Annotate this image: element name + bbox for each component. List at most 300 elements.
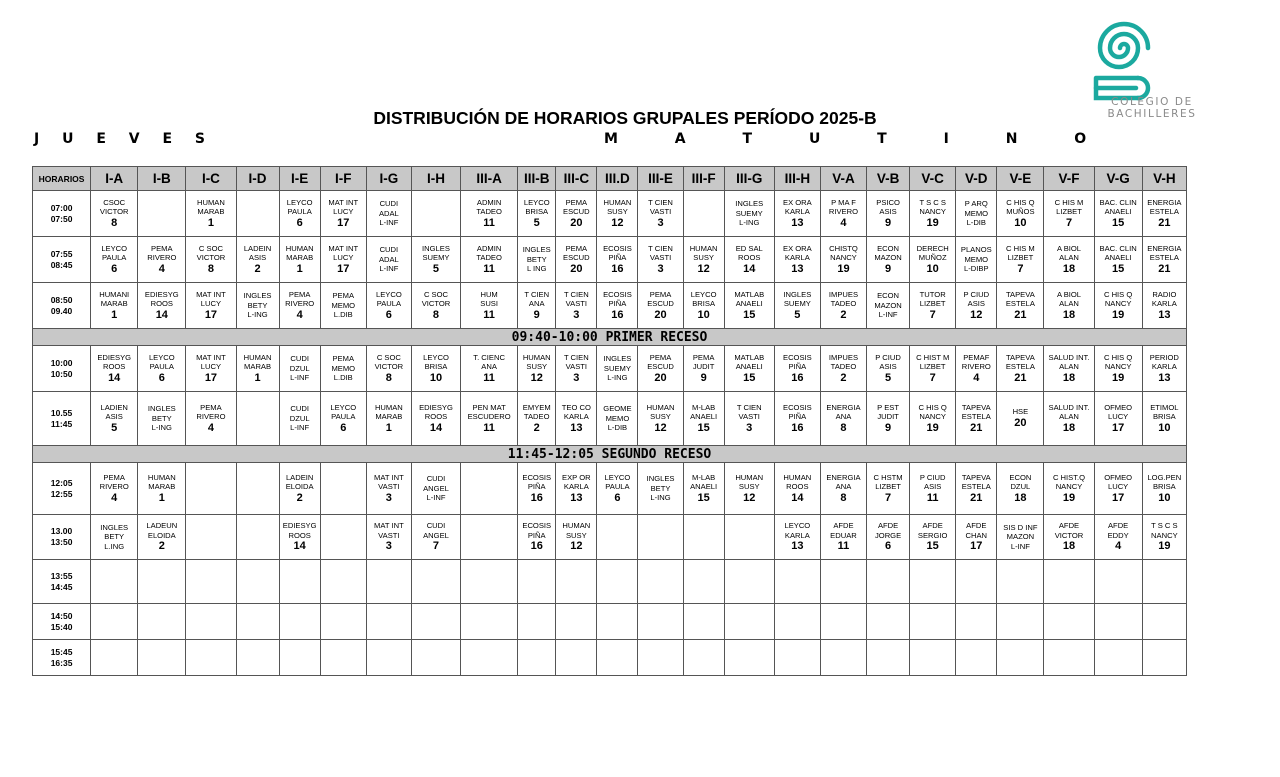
cell-text: PSICO: [876, 197, 900, 207]
cell-text: MEMO: [331, 363, 356, 373]
schedule-cell: [724, 283, 774, 329]
cell-room-number: 11: [837, 540, 850, 552]
cell-room-number: 10: [1158, 421, 1171, 434]
cell-text: L-INF: [290, 423, 310, 433]
cell-room-number: 12: [611, 216, 624, 229]
schedule-cell: [867, 560, 910, 604]
schedule-cell: [236, 560, 279, 604]
schedule-cell: [683, 515, 724, 560]
schedule-cell: [820, 283, 866, 329]
cell-text: VICTOR: [1054, 530, 1084, 540]
schedule-cell: [774, 463, 820, 515]
cell-text: BRISA: [1152, 412, 1176, 421]
cell-text: L-INF: [379, 264, 399, 274]
cell-text: VICTOR: [421, 299, 451, 308]
cell-text: ANAELI: [690, 412, 718, 421]
cell-room-number: 9: [885, 216, 892, 229]
cell-text: LUCY: [1107, 412, 1129, 421]
cell-room-number: 15: [1112, 216, 1125, 229]
schedule-cell: [518, 237, 556, 283]
cell-text: MARAB: [244, 362, 272, 371]
cell-room-number: 13: [570, 421, 583, 434]
schedule-cell: [518, 392, 556, 446]
cell-text: PAULA: [605, 482, 630, 491]
schedule-cell: [867, 237, 910, 283]
cell-room-number: 13: [791, 540, 804, 552]
cell-text: HUMAN: [783, 472, 812, 482]
schedule-cell: [186, 640, 236, 676]
schedule-cell: [186, 191, 236, 237]
cell-text: T CIEN: [736, 402, 762, 412]
cell-text: MAT INT: [196, 289, 226, 299]
cell-text: P ARQ: [964, 199, 988, 209]
schedule-cell: [320, 560, 366, 604]
cell-text: L-INF: [379, 218, 399, 228]
cell-text: M-LAB: [692, 472, 716, 482]
schedule-cell: [186, 237, 236, 283]
schedule-cell: [683, 463, 724, 515]
cell-room-number: 16: [530, 540, 543, 552]
cell-text: VICTOR: [374, 362, 404, 371]
schedule-table: [32, 166, 1187, 676]
cell-text: LIZBET: [1056, 207, 1082, 216]
cell-text: ESTELA: [961, 412, 991, 421]
schedule-cell: [461, 604, 518, 640]
cell-text: LEYCO: [330, 402, 357, 412]
cell-text: RIVERO: [285, 299, 315, 308]
cell-text: T CIEN: [648, 197, 673, 207]
cell-room-number: 4: [296, 308, 303, 321]
cell-text: HSE: [1012, 407, 1029, 417]
schedule-cell: [320, 283, 366, 329]
cell-text: TAPEVA: [1005, 352, 1035, 362]
cell-text: PLANOS: [960, 245, 992, 255]
cell-room-number: 10: [697, 308, 710, 321]
schedule-cell: [774, 604, 820, 640]
schedule-cell: [724, 560, 774, 604]
schedule-cell: [411, 346, 460, 392]
cell-text: ENERGIA: [1147, 197, 1182, 207]
schedule-cell: [518, 346, 556, 392]
cell-room-number: 3: [385, 540, 392, 552]
cell-text: ROOS: [424, 412, 448, 421]
cell-text: C SOC: [376, 352, 401, 362]
cell-text: PAULA: [376, 299, 402, 308]
schedule-cell: [1094, 640, 1142, 676]
schedule-cell: [1142, 463, 1186, 515]
cell-text: MEMO: [964, 208, 989, 218]
schedule-cell: [279, 640, 320, 676]
schedule-cell: [279, 346, 320, 392]
cell-text: MEMO: [331, 300, 356, 310]
schedule-cell: [461, 237, 518, 283]
cell-text: RIVERO: [196, 412, 226, 421]
schedule-cell: [320, 515, 366, 560]
cell-room-number: 11: [483, 421, 495, 434]
cell-text: NANCY: [1151, 530, 1178, 540]
cell-text: JORGE: [874, 530, 902, 540]
cell-text: BRISA: [692, 299, 716, 308]
cell-room-number: 21: [1014, 308, 1027, 321]
cell-text: SUSY: [526, 362, 548, 371]
cell-text: KARLA: [784, 253, 810, 262]
schedule-cell: [236, 640, 279, 676]
cell-text: BETY: [151, 413, 172, 423]
cell-text: NANCY: [919, 207, 946, 216]
schedule-cell: [518, 604, 556, 640]
schedule-cell: [1044, 283, 1094, 329]
cell-text: ANGEL: [423, 530, 449, 540]
cell-room-number: 1: [207, 216, 214, 229]
schedule-cell: [556, 515, 597, 560]
table-row: [33, 191, 1187, 237]
cell-text: TEO CO: [561, 402, 591, 412]
cell-text: EX ORA: [783, 197, 812, 207]
cell-text: PEMA: [332, 291, 355, 301]
cell-text: ED SAL: [735, 243, 763, 253]
cell-text: BAC. CLIN: [1099, 197, 1137, 207]
cell-room-number: 8: [840, 421, 847, 434]
schedule-cell: [597, 191, 638, 237]
cell-room-number: 2: [254, 262, 261, 275]
schedule-cell: [956, 463, 997, 515]
column-header-group: III-C: [556, 167, 597, 191]
cell-text: ALAN: [1059, 253, 1079, 262]
cell-room-number: 15: [697, 491, 710, 504]
cell-room-number: 18: [1062, 421, 1076, 434]
schedule-cell: [910, 346, 956, 392]
schedule-cell: [91, 463, 138, 515]
time-text: 12:55: [50, 488, 73, 499]
cell-text: LEYCO: [286, 197, 313, 207]
cell-text: ALAN: [1059, 299, 1079, 308]
schedule-cell: [320, 604, 366, 640]
cell-text: ASIS: [967, 299, 985, 308]
schedule-cell: [956, 191, 997, 237]
cell-room-number: 1: [385, 421, 392, 434]
cell-room-number: 5: [533, 216, 540, 229]
cell-text: PEMA: [565, 197, 588, 207]
cell-text: ROOS: [738, 253, 761, 262]
schedule-cell: [1044, 560, 1094, 604]
cell-text: MAT INT: [328, 243, 359, 253]
cell-text: SUEMY: [603, 363, 631, 373]
column-header-group: V-B: [867, 167, 910, 191]
cell-room-number: 18: [1014, 491, 1027, 504]
column-header-group: I-G: [366, 167, 411, 191]
time-slot: [33, 237, 91, 283]
recess-row: [33, 329, 1187, 346]
schedule-cell: [1094, 283, 1142, 329]
cell-room-number: 5: [885, 371, 892, 384]
schedule-cell: [820, 560, 866, 604]
cell-text: ECOSIS: [783, 352, 812, 362]
cell-text: MAT INT: [196, 352, 226, 362]
cell-text: VASTI: [378, 482, 400, 491]
cell-text: NANCY: [1104, 362, 1132, 371]
cell-text: BETY: [526, 254, 547, 264]
column-header-group: V-A: [820, 167, 866, 191]
cell-room-number: 12: [530, 371, 543, 384]
cell-text: HUMAN: [197, 197, 225, 207]
cell-text: ASIS: [879, 362, 897, 371]
cell-room-number: 5: [432, 262, 440, 275]
cell-text: VASTI: [649, 207, 672, 216]
cell-text: C HIS M: [1054, 197, 1084, 207]
cell-room-number: 7: [929, 308, 936, 321]
column-header-group: I-F: [320, 167, 366, 191]
cell-text: P EST: [877, 402, 899, 412]
cell-room-number: 19: [837, 262, 850, 275]
cell-room-number: 17: [970, 540, 983, 552]
cell-text: VICTOR: [196, 253, 226, 262]
cell-room-number: 12: [743, 491, 756, 504]
cell-room-number: 20: [654, 308, 667, 321]
column-header-group: I-D: [236, 167, 279, 191]
cell-text: ANAELI: [1104, 253, 1132, 262]
cell-text: ESCUD: [647, 299, 674, 308]
cell-text: ADAL: [378, 208, 399, 218]
cell-room-number: 9: [885, 262, 892, 275]
cell-room-number: 15: [926, 540, 939, 552]
schedule-cell: [366, 346, 411, 392]
schedule-cell: [774, 283, 820, 329]
cell-text: ADAL: [378, 254, 399, 264]
cell-text: ANA: [835, 412, 852, 421]
cell-text: BRISA: [424, 362, 448, 371]
schedule-cell: [638, 237, 683, 283]
schedule-cell: [774, 515, 820, 560]
schedule-cell: [411, 604, 460, 640]
schedule-cell: [724, 640, 774, 676]
cell-room-number: 16: [611, 308, 624, 321]
cell-room-number: 5: [111, 421, 118, 434]
cell-text: MAZON: [1006, 532, 1035, 542]
cell-text: LADEIN: [285, 472, 314, 482]
column-header-group: V-D: [956, 167, 997, 191]
cell-text: AFDE: [922, 521, 943, 530]
cell-text: L-ING: [247, 310, 268, 320]
schedule-cell: [186, 283, 236, 329]
schedule-cell: [1094, 346, 1142, 392]
day-label: J U E V E S: [34, 131, 214, 147]
cell-room-number: 8: [840, 491, 847, 504]
cell-text: KARLA: [1151, 362, 1177, 371]
cell-text: PEMA: [565, 243, 588, 253]
cell-text: SUSI: [480, 299, 498, 308]
cell-room-number: 4: [207, 421, 214, 434]
schedule-cell: [910, 283, 956, 329]
header-row: [33, 167, 1187, 191]
cell-room-number: 3: [657, 216, 664, 229]
cell-text: HUM: [480, 289, 498, 299]
cell-room-number: 18: [1062, 540, 1076, 552]
column-header-group: V-E: [997, 167, 1044, 191]
cell-text: PEMA: [288, 289, 311, 299]
time-text: 11:45: [50, 418, 73, 429]
schedule-cell: [1142, 560, 1186, 604]
schedule-cell: [956, 283, 997, 329]
cell-room-number: 19: [1112, 308, 1125, 321]
cell-text: NANCY: [1104, 299, 1132, 308]
schedule-cell: [320, 191, 366, 237]
cell-text: EMYEM: [522, 402, 551, 412]
schedule-cell: [1094, 392, 1142, 446]
cell-text: P MA F: [831, 197, 856, 207]
cell-text: HUMAN: [147, 472, 176, 482]
cell-room-number: 16: [791, 371, 804, 384]
cell-text: PIÑA: [527, 530, 546, 540]
schedule-cell: [597, 515, 638, 560]
schedule-cell: [556, 604, 597, 640]
schedule-cell: [1142, 392, 1186, 446]
time-slot: [33, 283, 91, 329]
time-text: 13:50: [50, 537, 73, 547]
cell-text: VASTI: [378, 530, 400, 540]
cell-text: PEMAF: [963, 352, 990, 362]
schedule-cell: [461, 346, 518, 392]
cell-text: TAPEVA: [1005, 289, 1035, 299]
cell-text: L-INF: [290, 373, 310, 383]
cell-room-number: 9: [885, 421, 892, 434]
schedule-cell: [1044, 604, 1094, 640]
schedule-cell: [279, 237, 320, 283]
cell-room-number: 10: [1014, 216, 1027, 229]
schedule-cell: [774, 560, 820, 604]
logo-line-2: BACHILLERES: [1107, 108, 1197, 120]
cell-text: HUMAN: [603, 197, 632, 207]
cell-room-number: 1: [254, 371, 261, 384]
cell-text: GEOME: [603, 404, 632, 414]
schedule-cell: [1094, 604, 1142, 640]
cell-text: PEMA: [332, 354, 355, 364]
cell-room-number: 2: [158, 540, 165, 552]
schedule-cell: [997, 392, 1044, 446]
cell-text: C SOC: [423, 289, 449, 299]
schedule-cell: [1094, 463, 1142, 515]
cell-text: HUMAN: [689, 243, 718, 253]
schedule-cell: [366, 560, 411, 604]
cell-text: BAC. CLIN: [1099, 243, 1137, 253]
cell-room-number: 10: [1158, 491, 1171, 504]
cell-text: JUDIT: [877, 412, 899, 421]
cell-room-number: 5: [794, 308, 801, 321]
schedule-cell: [411, 237, 460, 283]
schedule-cell: [518, 191, 556, 237]
cell-text: A BIOL: [1056, 243, 1082, 253]
cell-text: L-ING: [151, 423, 172, 433]
schedule-cell: [997, 640, 1044, 676]
schedule-cell: [910, 392, 956, 446]
time-text: 15:45: [50, 646, 73, 657]
cell-text: EXP OR: [562, 472, 591, 482]
cell-room-number: 21: [1014, 371, 1027, 384]
cell-text: BETY: [104, 532, 125, 542]
time-text: 08:45: [50, 259, 73, 270]
schedule-cell: [461, 560, 518, 604]
cell-room-number: 4: [111, 491, 118, 504]
column-header-group: III-F: [683, 167, 724, 191]
schedule-cell: [867, 283, 910, 329]
cell-text: RIVERO: [828, 207, 859, 216]
cell-room-number: 13: [1158, 371, 1171, 384]
cell-text: ROOS: [103, 362, 126, 371]
schedule-cell: [956, 640, 997, 676]
cell-text: ENERGIA: [826, 472, 861, 482]
cell-text: DERECH: [916, 243, 949, 253]
schedule-cell: [138, 346, 186, 392]
cell-room-number: 11: [483, 216, 495, 229]
cell-room-number: 16: [530, 491, 543, 504]
schedule-cell: [279, 463, 320, 515]
cell-text: TAPEVA: [961, 472, 991, 482]
time-text: 10:00: [50, 357, 73, 368]
schedule-cell: [638, 560, 683, 604]
cell-text: PERIOD: [1149, 352, 1179, 362]
schedule-cell: [366, 191, 411, 237]
cell-text: ANAELI: [735, 362, 763, 371]
schedule-cell: [910, 237, 956, 283]
column-header-group: III.D: [597, 167, 638, 191]
cell-text: KARLA: [784, 207, 810, 216]
cell-text: L-DIBP: [964, 264, 989, 274]
cell-text: LEYCO: [423, 352, 449, 362]
time-slot: [33, 604, 91, 640]
cell-room-number: 11: [483, 262, 495, 275]
cell-text: P CIUD: [875, 352, 901, 362]
schedule-cell: [638, 283, 683, 329]
cell-text: SIS D INF: [1003, 522, 1038, 532]
cell-text: ECOSIS: [783, 402, 812, 412]
schedule-cell: [820, 640, 866, 676]
cell-text: RADIO: [1152, 289, 1177, 299]
schedule-cell: [597, 560, 638, 604]
cell-text: LADIEN: [100, 402, 128, 412]
schedule-cell: [683, 346, 724, 392]
cell-text: C HIS Q: [1006, 197, 1035, 207]
cell-text: CUDI: [379, 199, 399, 209]
cell-room-number: 9: [700, 371, 707, 384]
cell-text: HUMAN: [374, 402, 403, 412]
cell-text: DZUL: [289, 413, 310, 423]
cell-text: L-INF: [426, 493, 446, 503]
schedule-cell: [683, 392, 724, 446]
schedule-cell: [597, 604, 638, 640]
schedule-cell: [518, 640, 556, 676]
cell-room-number: 15: [1112, 262, 1125, 275]
schedule-cell: [366, 237, 411, 283]
schedule-cell: [138, 237, 186, 283]
cell-text: L ING: [526, 264, 547, 274]
cell-room-number: 1: [158, 491, 165, 504]
schedule-cell: [638, 191, 683, 237]
cell-room-number: 16: [791, 421, 804, 434]
cell-text: T CIEN: [648, 243, 673, 253]
cell-text: CUDI: [426, 521, 446, 530]
schedule-cell: [138, 463, 186, 515]
cell-room-number: 18: [1062, 371, 1076, 384]
cell-text: INGLES: [522, 245, 551, 255]
cell-text: HUMAN: [522, 352, 551, 362]
cell-text: SUSY: [607, 207, 628, 216]
schedule-cell: [1142, 346, 1186, 392]
cell-room-number: 3: [657, 262, 664, 275]
cell-room-number: 11: [483, 371, 495, 384]
cell-text: DZUL: [1010, 482, 1031, 491]
schedule-cell: [556, 191, 597, 237]
cell-text: ANAELI: [690, 482, 718, 491]
cell-text: ELOIDA: [285, 482, 314, 491]
